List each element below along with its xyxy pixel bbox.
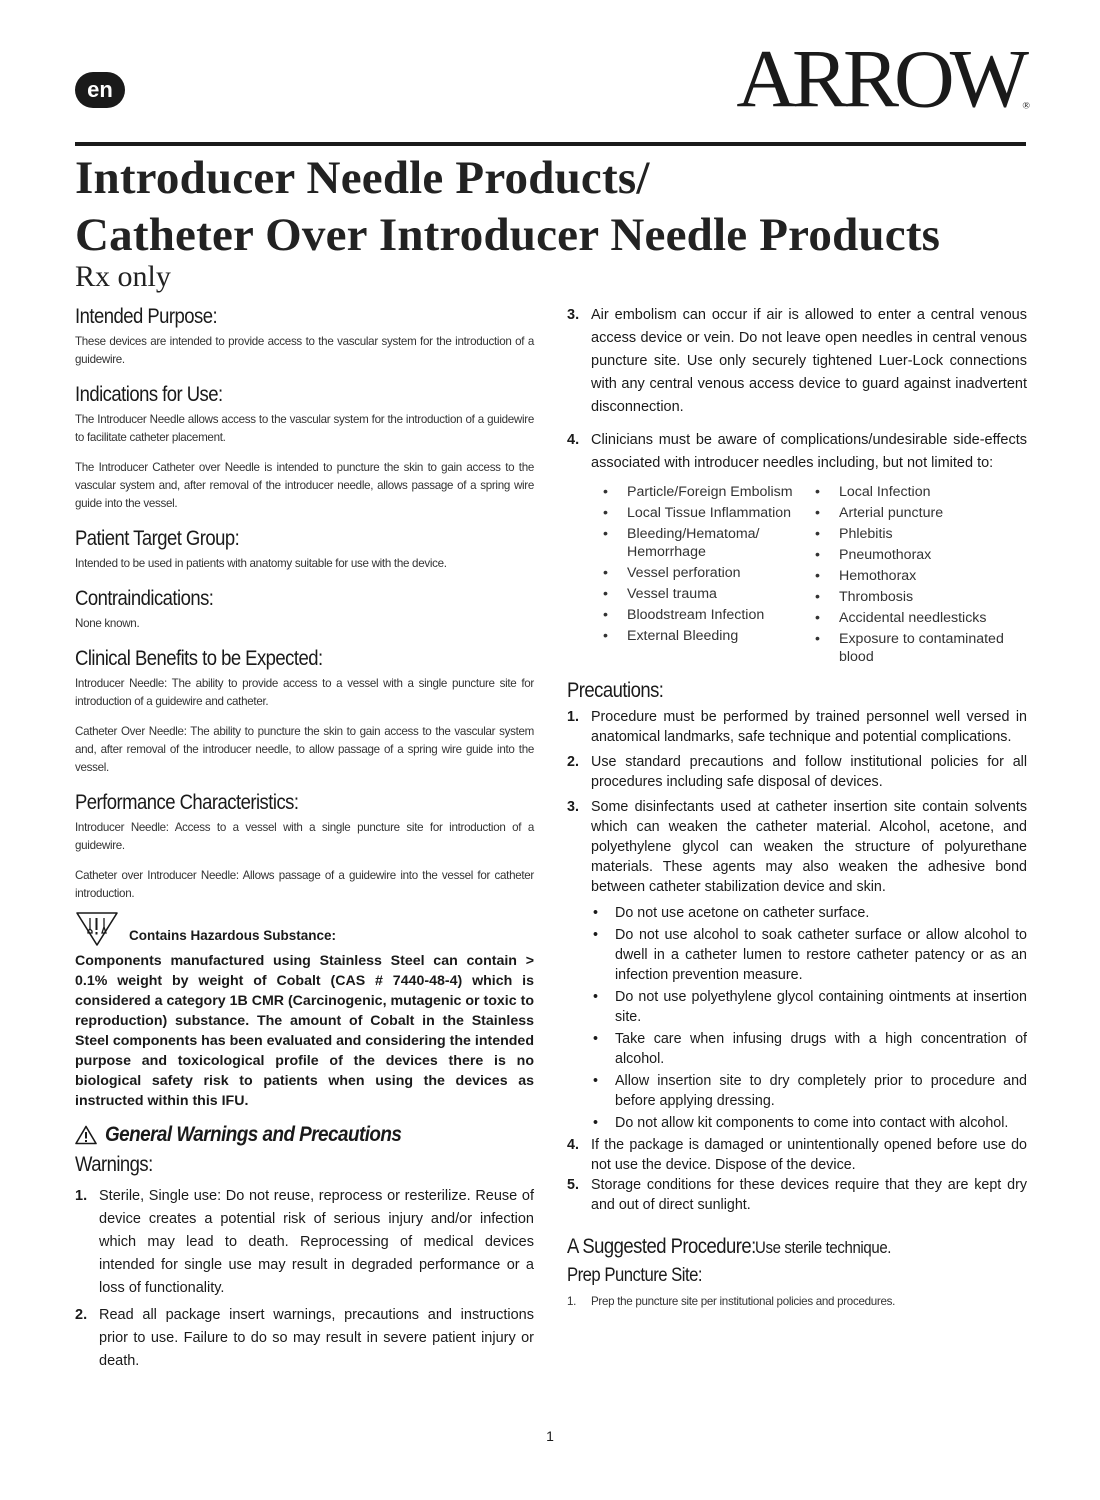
- document-title: [75, 150, 940, 264]
- indications-text-2: The Introducer Catheter over Needle is intended to puncture the skin to gain access to the vascular system and, after removal of the introducer needle, allows passage of a spring wire guide into the vessel.: [75, 461, 534, 510]
- clinical-benefits-text-1: Introducer Needle: The ability to provide access to a vessel with a single puncture site for introduction of a guidewire and catheter.: [75, 677, 534, 708]
- warning-item: 1. Sterile, Single use: Do not reuse, reprocess or resterilize. Reuse of device creates a potential risk of serious injury and/or infection which may lead to death. Reprocessing of medical devices intended for single use may result in degraded performance or a loss of functionality.: [75, 1188, 534, 1296]
- complication-item: • Accidental needlesticks: [815, 609, 1027, 627]
- general-warnings-row: [75, 1123, 534, 1147]
- precaution-item: 4. If the package is damaged or unintentionally opened before use do not use the device. Dispose of the device.: [567, 1137, 1027, 1173]
- intended-purpose-text: These devices are intended to provide access to the vascular system for the introduction of a guidewire.: [75, 335, 534, 366]
- precautions-heading: Precautions:: [567, 679, 664, 702]
- warnings-heading: Warnings:: [75, 1153, 153, 1176]
- warnings-list: [75, 1185, 534, 1373]
- complication-item: • Bloodstream Infection: [603, 606, 815, 624]
- complication-item: • Particle/Foreign Embolism: [603, 483, 815, 501]
- hazardous-substance-label: Contains Hazardous Substance:: [129, 927, 337, 943]
- warning-item: 2. Read all package insert warnings, precautions and instructions prior to use. Failure to do so may result in severe patient injury or death.: [75, 1307, 534, 1369]
- complication-item: • Hemothorax: [815, 567, 1027, 585]
- title-line-1: Introducer Needle Products/: [75, 152, 650, 204]
- patient-target-heading: Patient Target Group:: [75, 527, 240, 550]
- right-column: [567, 304, 1027, 1311]
- complication-item: • Arterial puncture: [815, 504, 1027, 522]
- complication-item: • Pneumothorax: [815, 546, 1027, 564]
- hazardous-substance-icon: [75, 909, 119, 947]
- complication-item: • Local Infection: [815, 483, 1027, 501]
- contraindications-heading: Contraindications:: [75, 587, 214, 610]
- clinical-benefits-text-2: Catheter Over Needle: The ability to puncture the skin to gain access to the vascular system and, after removal of the introducer needle, to allow passage of a spring wire guide into the vessel.: [75, 725, 534, 774]
- indications-text-1: The Introducer Needle allows access to the vascular system for the introduction of a guidewire to facilitate catheter placement.: [75, 413, 534, 444]
- sub-bullet: • Do not allow kit components to come into contact with alcohol.: [615, 1113, 1027, 1133]
- prep-step-1: 1. Prep the puncture site per institutional policies and procedures.: [567, 1295, 896, 1308]
- arrow-logo: [736, 33, 1030, 126]
- complication-item: • Vessel perforation: [603, 564, 815, 582]
- precautions-list: [567, 707, 1027, 1215]
- performance-text-2: Catheter over Introducer Needle: Allows passage of a guidewire into the vessel for catheter introduction.: [75, 869, 534, 900]
- left-column: [75, 305, 534, 1373]
- clinical-benefits-heading: Clinical Benefits to be Expected:: [75, 647, 323, 670]
- contraindications-text: None known.: [75, 617, 140, 630]
- hazardous-substance-row: [75, 909, 534, 947]
- precaution-item: 1. Procedure must be performed by trained personnel well versed in anatomical landmarks, safe technique and potential complications.: [567, 709, 1027, 745]
- hazardous-substance-text: Components manufactured using Stainless Steel can contain > 0.1% weight by weight of Cobalt (CAS # 7440-48-4) which is considered a category 1B CMR (Carcinogenic, mutagenic or toxic to reproduction) substance. The amount of Cobalt in the Stainless Steel components has been evaluated and considering the intended purpose and toxicological profile of the devices there is no biological safety risk to patients when using the devices as instructed within this IFU.: [75, 953, 534, 1109]
- precaution-item: 2. Use standard precautions and follow institutional policies for all procedures including safe disposal of devices.: [567, 754, 1027, 790]
- disinfectant-sublist: [591, 903, 1027, 1133]
- complication-item: • Thrombosis: [815, 588, 1027, 606]
- intended-purpose-heading: Intended Purpose:: [75, 305, 218, 328]
- sub-bullet: • Allow insertion site to dry completely prior to procedure and before applying dressing.: [615, 1071, 1027, 1111]
- complications-column-2: [815, 483, 1027, 669]
- suggested-procedure-heading-row: [567, 1235, 1027, 1259]
- header-rule: [75, 142, 1026, 146]
- complications-list: [603, 483, 1027, 669]
- complication-item: • Local Tissue Inflammation: [603, 504, 815, 522]
- suggested-procedure-heading: A Suggested Procedure:: [567, 1235, 756, 1258]
- warning-item: 4. Clinicians must be aware of complications/undesirable side-effects associated with introducer needles including, but not limited to:: [567, 432, 1027, 471]
- sub-bullet: • Do not use alcohol to soak catheter surface or allow alcohol to dwell in a catheter lumen to restore catheter patency or as an infection prevention measure.: [615, 925, 1027, 985]
- page-number: 1: [546, 1428, 554, 1444]
- complication-item: • Exposure to contaminated blood: [815, 630, 1027, 666]
- precaution-item: 3. Some disinfectants used at catheter insertion site contain solvents which can weaken the catheter material. Alcohol, acetone, and polyethylene glycol can weaken the structure of polyurethane materials. These agents may also weaken the adhesive bond between catheter stabilization device and skin. • Do not use acetone on catheter surface. • Do not use alcohol to soak catheter surface or allow alcohol to dwell in a catheter lumen to restore catheter patency or as an infection prevention measure. • Do not use polyethylene glycol containing ointments at insertion site. • Take care when infusing drugs with a high concentration of alcohol. • Allow insertion site to dry completely prior to procedure and before applying dressing. • Do not allow kit components to come into contact with alcohol.: [567, 797, 1027, 1133]
- complication-item: • Vessel trauma: [603, 585, 815, 603]
- rx-only-subtitle: Rx only: [75, 260, 171, 293]
- warnings-list-continued: [567, 304, 1027, 475]
- warning-item: 3. Air embolism can occur if air is allowed to enter a central venous access device or vein. Do not leave open needles in central venous puncture site. Use only securely tightened Luer-Lock connections with any central venous access device to guard against inadvertent disconnection.: [567, 307, 1027, 415]
- prep-puncture-site-heading: Prep Puncture Site:: [567, 1265, 702, 1286]
- complication-item: • External Bleeding: [603, 627, 815, 645]
- logo-text: ARROW: [736, 33, 1024, 126]
- sub-bullet: • Do not use polyethylene glycol containing ointments at insertion site.: [615, 987, 1027, 1027]
- warning-triangle-icon: [75, 1125, 97, 1145]
- patient-target-text: Intended to be used in patients with anatomy suitable for use with the device.: [75, 557, 447, 570]
- general-warnings-heading: General Warnings and Precautions: [105, 1123, 402, 1146]
- language-badge: en: [75, 72, 125, 108]
- sterile-technique-note: Use sterile technique.: [755, 1238, 892, 1257]
- complications-column-1: [603, 483, 815, 669]
- precaution-item: 5. Storage conditions for these devices require that they are kept dry and out of direct sunlight.: [567, 1177, 1027, 1213]
- title-line-2: Catheter Over Introducer Needle Products: [75, 209, 941, 261]
- performance-text-1: Introducer Needle: Access to a vessel with a single puncture site for introduction of a guidewire.: [75, 821, 534, 852]
- complication-item: • Bleeding/Hematoma/ Hemorrhage: [603, 525, 815, 561]
- sub-bullet: • Take care when infusing drugs with a high concentration of alcohol.: [615, 1029, 1027, 1069]
- complication-item: • Phlebitis: [815, 525, 1027, 543]
- indications-heading: Indications for Use:: [75, 383, 223, 406]
- performance-heading: Performance Characteristics:: [75, 791, 299, 814]
- sub-bullet: • Do not use acetone on catheter surface.: [615, 903, 1027, 923]
- registered-mark: ®: [1022, 100, 1030, 112]
